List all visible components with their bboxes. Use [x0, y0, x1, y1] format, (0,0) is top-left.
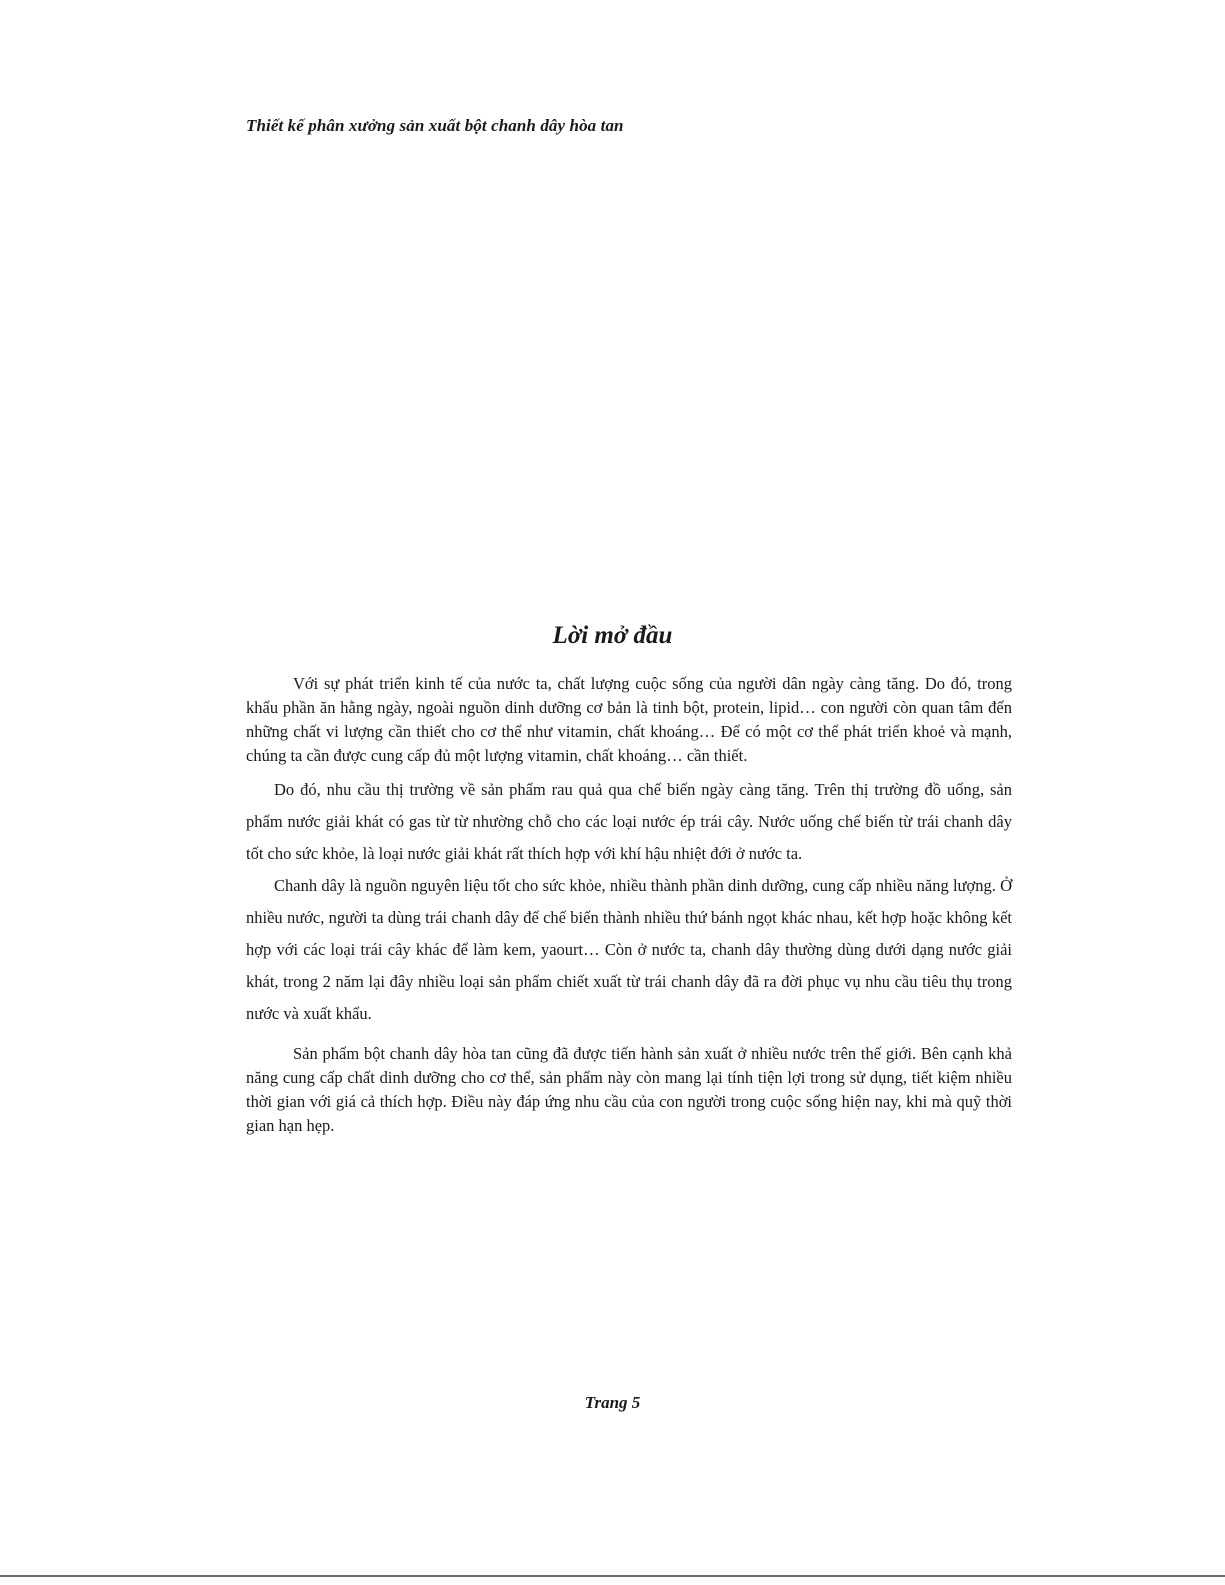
- paragraph-1: Với sự phát triển kinh tế của nước ta, chất lượng cuộc sống của người dân ngày càng tăng. Do đó, trong khẩu phần ăn hằng ngày, ngoài nguồn dinh dưỡng cơ bản là tinh bột, protein, lipid… con người còn quan tâm đến những chất vi lượng cần thiết cho cơ thể như vitamin, chất khoáng… Để có một cơ thể phát triển khoẻ và mạnh, chúng ta cần được cung cấp đủ một lượng vitamin, chất khoáng… cần thiết.: [246, 674, 1012, 765]
- page-title: Lời mở đầu: [552, 622, 673, 649]
- paragraph-2: Do đó, nhu cầu thị trường về sản phẩm rau quả qua chế biến ngày càng tăng. Trên thị trường đồ uống, sản phẩm nước giải khát có gas từ từ nhường chỗ cho các loại nước ép trái cây. Nước uống chế biến từ trái chanh dây tốt cho sức khỏe, là loại nước giải khát rất thích hợp với khí hậu nhiệt đới ở nước ta.: [246, 780, 1012, 863]
- bottom-rule: [0, 1575, 1225, 1577]
- paragraph-3: Chanh dây là nguồn nguyên liệu tốt cho sức khỏe, nhiều thành phần dinh dưỡng, cung cấp nhiều năng lượng. Ở nhiều nước, người ta dùng trái chanh dây để chế biến thành nhiều thứ bánh ngọt khác nhau, kết hợp hoặc không kết hợp với các loại trái cây khác để làm kem, yaourt… Còn ở nước ta, chanh dây thường dùng dưới dạng nước giải khát, trong 2 năm lại đây nhiều loại sản phẩm chiết xuất từ trái chanh dây đã ra đời phục vụ nhu cầu tiêu thụ trong nước và xuất khẩu.: [246, 876, 1012, 1023]
- body-text: [246, 672, 1012, 1138]
- running-header: Thiết kế phân xưởng sản xuất bột chanh dây hòa tan: [246, 116, 624, 135]
- paragraph-4: Sản phẩm bột chanh dây hòa tan cũng đã được tiến hành sản xuất ở nhiều nước trên thế giới. Bên cạnh khả năng cung cấp chất dinh dưỡng cho cơ thể, sản phẩm này còn mang lại tính tiện lợi trong sử dụng, tiết kiệm nhiều thời gian với giá cả thích hợp. Điều này đáp ứng nhu cầu của con người trong cuộc sống hiện nay, khi mà quỹ thời gian hạn hẹp.: [246, 1044, 1012, 1135]
- page-number: Trang 5: [584, 1393, 641, 1412]
